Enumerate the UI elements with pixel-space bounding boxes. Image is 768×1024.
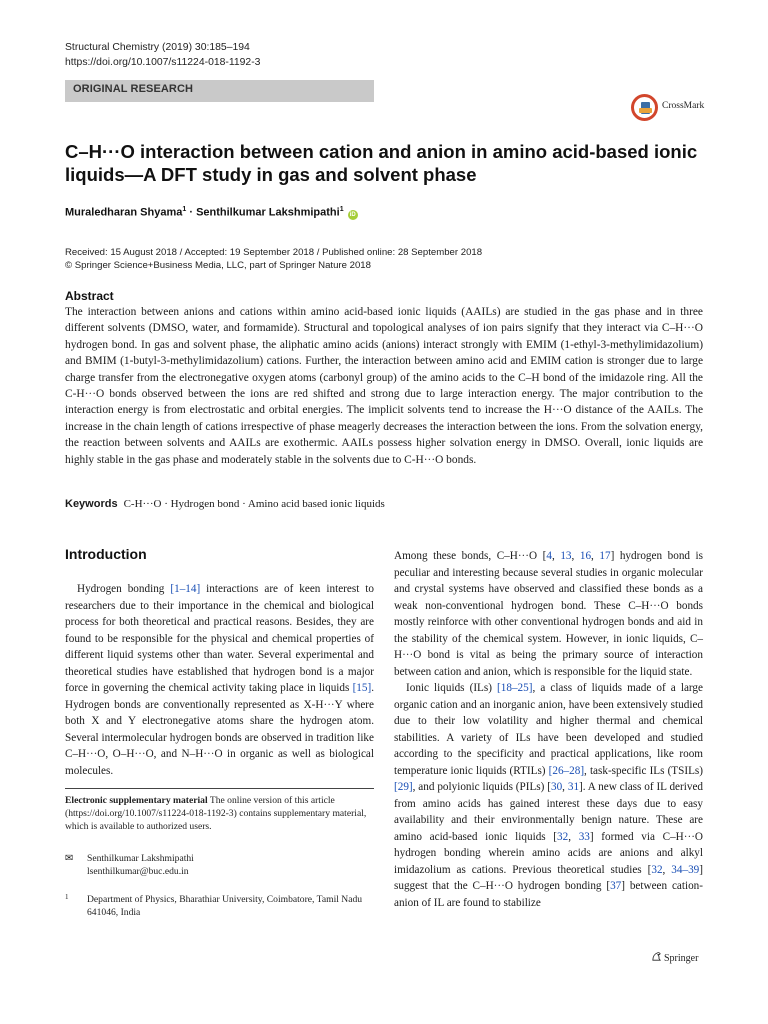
supplementary-link[interactable]: https://doi.org/10.1007/s11224-018-1192-3	[68, 807, 234, 819]
affiliation-text: Department of Physics, Bharathiar University, Coimbatore, Tamil Nadu 641046, India	[87, 894, 363, 918]
envelope-icon: ✉	[65, 853, 74, 864]
copyright-notice: © Springer Science+Business Media, LLC, part of Springer Nature 2018	[65, 260, 371, 271]
citation-link[interactable]: 16	[579, 550, 592, 562]
citation-link[interactable]: 13	[560, 550, 572, 562]
right-column	[394, 548, 703, 911]
doi-link[interactable]: https://doi.org/10.1007/s11224-018-1192-3	[65, 57, 261, 68]
citation-link[interactable]: 31	[567, 781, 580, 793]
journal-citation: Structural Chemistry (2019) 30:185–194	[65, 42, 250, 53]
springer-wordmark: Springer	[664, 953, 699, 964]
corresponding-name: Senthilkumar Lakshmipathi	[87, 853, 194, 864]
publication-dates: Received: 15 August 2018 / Accepted: 19 September 2018 / Published online: 28 September 2018	[65, 247, 483, 258]
crossmark-badge[interactable]	[631, 94, 707, 122]
keywords-line	[65, 498, 385, 510]
citation-link[interactable]: 32	[651, 863, 663, 876]
article-title: C–H···O interaction between cation and anion in amino acid-based ionic liquids—A DFT study in gas and solvent phase	[65, 141, 698, 185]
section-banner	[65, 80, 374, 102]
paragraph: Ionic liquids (ILs) [18–25], a class of liquids made of a large organic cation and an inorganic anion, have been extensively studied due to their low volatility and higher thermal and chemical stabilities. A variety of ILs have been developed and studied according to the specificity and practical applications, like room temperature ionic liquids (RTILs) [26–28], task-specific ILs (TSILs) [29], and polyionic liquids (PILs) [30, 31]. A new class of IL derived from amino acids has gained interest these days due to easy availability and their environmentally benign nature. These are amino acid-based ionic liquids [32, 33] formed via C–H···O hydrogen bonding wherein amino acids are anions and alkyl imidazolium as cations. Previous theoretical studies [32, 34–39] suggest that the C–H···O hydrogen bonding [37] between cation-anion of IL are found to stabilize	[394, 682, 704, 909]
section-label: ORIGINAL RESEARCH	[73, 83, 194, 95]
affiliation	[65, 893, 374, 919]
author-name[interactable]: Muraledharan Shyama	[65, 206, 183, 219]
orcid-icon[interactable]: iD	[349, 211, 356, 218]
footnote-divider	[65, 788, 374, 789]
affiliation-number: 1	[65, 893, 69, 901]
affiliation-marker: 1	[182, 206, 187, 213]
email-link[interactable]: lsenthilkumar@buc.edu.in	[87, 866, 189, 877]
keywords-label: Keywords	[65, 498, 118, 510]
keywords-list: C-H···O · Hydrogen bond · Amino acid based ionic liquids	[123, 498, 385, 510]
abstract-text: The interaction between anions and cations within amino acid-based ionic liquids (AAILs) are studied in the gas phase and in three different solvents (DMSO, water, and formamide). Structural and topological analyses of ion pairs signify that they interact via C–H···O hydrogen bond. In gas and solvent phase, the aliphatic amino acids (anions) interact strongly with EMIM (1-ethyl-3-methylimidazolium) and BMIM (1-butyl-3-methylimidazolium) cations. Further, the interaction between amino acid and EMIM cation is stronger due to large charge transfer from the electronegative oxygen atoms (carbonyl group) of the amino acids to the C–H bond of the imidazole ring. All the C-H···O bonds observed between the ions are red shifted and strong due to large interaction energy. The major contribution to the interaction energy is from electrostatic and orbital energies. The implicit solvents tend to increase the H···O distance of the AAILs. The increase in the chain length of cations irrespective of phase meagerly decreases the interaction between the ions. From the solvation energy, the reaction between solvents and AAILs are exothermic. AAILs possess higher solvation energy in DMSO. Overall, ionic liquids are highly stable in the gas phase and moderately stable in the solvents due to C-H···O bonds.	[65, 306, 703, 466]
paragraph: Among these bonds, C–H···O [4, 13, 16, 17] hydrogen bond is peculiar and interesting because several studies in organic molecular and crystal systems have observed and classified these bonds as a weak non-conventional hydrogen bond. These C–H···O bonds mostly reinforce with other conventional hydrogen bonds and aid in the stability of the chemical system. However, in ionic liquids, C–H···O bond is vital as being the primary source of interaction between cation and anion, which is responsible for the liquid state.	[394, 550, 704, 678]
citation-link[interactable]: 17	[599, 550, 611, 562]
citation-link[interactable]: 30	[550, 781, 563, 793]
citation-link[interactable]: [29]	[394, 781, 413, 793]
paragraph: Hydrogen bonding [1–14] interactions are of keen interest to researchers due to their importance in the chemical and biological process for both theoretical and practical reasons. Besides, they are found to be responsible for the physical and chemical properties of different liquid systems other than water. Several experimental and theoretical studies have established that hydrogen bond is a major force in governing the chemical activity taking place in liquids [15]. Hydrogen bonds are conventionally represented as X-H···Y where both X and Y electronegative atoms share the hydrogen atom. Several intermolecular hydrogen bonds are observed in tradition like C–H···O, O–H···O, and N–H···O in organic as well as biological molecules.	[65, 583, 374, 777]
abstract-heading: Abstract	[65, 289, 114, 303]
supplementary-note: Electronic supplementary material The online version of this article (https://doi.org/10.1007/s11224-018-1192-3) contains supplementary material, which is available to authorized users.	[65, 795, 367, 832]
affiliation-marker: 1	[339, 206, 344, 213]
citation-link[interactable]: [15]	[352, 682, 372, 694]
springer-horse-icon	[651, 951, 662, 962]
introduction-heading: Introduction	[65, 546, 147, 562]
citation-link[interactable]: [26–28]	[548, 764, 585, 777]
author-name[interactable]: Senthilkumar Lakshmipathi	[196, 206, 340, 219]
citation-link[interactable]: 37	[610, 880, 622, 892]
crossmark-label: CrossMark	[662, 101, 705, 111]
citation-link[interactable]: 32	[557, 830, 569, 843]
author-separator: ·	[186, 206, 197, 219]
supplementary-label: Electronic supplementary material	[65, 795, 208, 806]
springer-logo	[651, 951, 698, 964]
corresponding-author	[65, 852, 374, 878]
citation-link[interactable]: 4	[546, 550, 552, 562]
author-line	[65, 206, 358, 220]
citation-link[interactable]: 34–39	[671, 863, 700, 876]
citation-link[interactable]: [18–25]	[497, 682, 533, 694]
left-column	[65, 581, 374, 779]
crossmark-icon	[631, 94, 658, 121]
citation-link[interactable]: [1–14]	[170, 583, 201, 595]
citation-link[interactable]: 33	[578, 830, 590, 843]
